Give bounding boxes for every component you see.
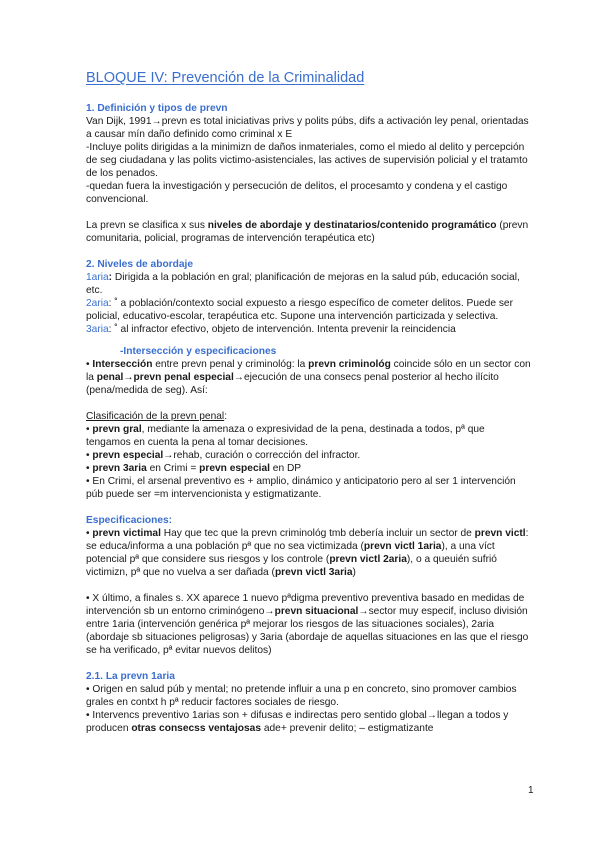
paragraph-interseccion: • Intersección entre prevn penal y criminológ: la prevn criminológ coincide sólo en un sector con la penal→prevn penal especial→ejecución de una consecs penal posterior al hecho ilícito (pena/medida de seg). Así: — [86, 359, 531, 396]
list-item-prevn-gral: • prevn gral, mediante la amenaza o expresividad de la pena, destinada a todos, pª que tengamos en cuenta la pena al tomar decisiones. — [86, 424, 485, 448]
paragraph-origen: • Origen en salud púb y mental; no pretende influir a una p en concreto, sino promover cambios grales en contxt h pª reducir factores sociales de riesgo. — [86, 684, 517, 708]
section-heading-niveles: 2. Niveles de abordaje — [86, 259, 194, 270]
list-item-prevn-especial: • prevn especial→rehab, curación o corrección del infractor. — [86, 450, 361, 461]
paragraph-prevn-situacional: • X último, a finales s. XX aparece 1 nuevo pªdigma preventivo preventiva basado en medidas de intervención sb un entorno criminógeno→prevn situacional→sector muy especif, incluso división entre 1aria (intervención genérica pª mejorar los riesgos de las situaciones sociales), 2aria (abordaje sb situaciones peligrosas) y 3aria (abordaje de aquellas situaciones en las que el riesgo se ha verificado, pª evitar nuevos delitos) — [86, 593, 529, 656]
paragraph-prevn-victimal: • prevn victimal Hay que tec que la prevn criminológ tmb debería incluir un sector de prevn victl: se educa/informa a una población pª que no sea victimizada (prevn victl 1aria), a una víct potencial pª que considere sus riesgos y los controle (prevn victl 2aria), o a queuién sufrió victimizn, pª que no vuelva a ser dañada (prevn victl 3aria) — [86, 528, 529, 578]
section-heading-especificaciones: Especificaciones: — [86, 515, 173, 526]
paragraph-incluye: -Incluye polits dirigidas a la minimizn de daños inmateriales, como el miedo al delito y percepción de seg ciudadana y las polits victimo-asistenciales, las actives de supervisión policial y el tratamto de los penados. — [86, 142, 528, 179]
page-number: 1 — [528, 785, 534, 796]
section-heading-prevn-1aria: 2.1. La prevn 1aria — [86, 671, 175, 682]
list-item-prevn-3aria: • prevn 3aria en Crimi = prevn especial en DP — [86, 463, 302, 474]
section-heading-definicion: 1. Definición y tipos de prevn — [86, 103, 228, 114]
subheading-clasificacion-penal: Clasificación de la prevn penal: — [86, 411, 228, 422]
level-terciaria: 3aria: ˚ al infractor efectivo, objeto de intervención. Intenta prevenir la reincidencia — [86, 324, 456, 335]
level-secundaria: 2aria: ˚ a población/contexto social expuesto a riesgo específico de cometer delitos. Puede ser policial, educativo-escolar, terapéutica etc. Supone una intervención particizada y selectiva. — [86, 298, 513, 322]
paragraph-quedan-fuera: -quedan fuera la investigación y persecución de delitos, el procesamto y condena y el castigo convencional. — [86, 181, 508, 205]
page-title: BLOQUE IV: Prevención de la Criminalidad — [86, 70, 365, 86]
paragraph-van-dijk: Van Dijk, 1991→prevn es total iniciativas privs y polits púbs, difs a activación ley penal, orientadas a causar mín daño definido como criminal x E — [86, 116, 529, 140]
list-item-arsenal-preventivo: • En Crimi, el arsenal preventivo es + amplio, dinámico y anticipatorio pero al ser 1 intervención púb puede ser =m intervencionista y estigmatizante. — [86, 476, 516, 500]
level-primaria: 1aria: Dirigida a la población en gral; planificación de mejoras en la salud púb, educación social, etc. — [86, 272, 520, 296]
section-heading-interseccion: -Intersección y especificaciones — [120, 346, 277, 357]
paragraph-clasificacion: La prevn se clasifica x sus niveles de abordaje y destinatarios/contenido programático (prevn comunitaria, policial, programas de intervención terapéutica etc) — [86, 220, 529, 244]
document-content — [86, 70, 532, 735]
paragraph-intervencs: • Intervencs preventivo 1arias son + difusas e indirectas pero sentido global→llegan a todos y producen otras consecss ventajosas ade+ prevenir delito; – estigmatizante — [86, 710, 509, 734]
